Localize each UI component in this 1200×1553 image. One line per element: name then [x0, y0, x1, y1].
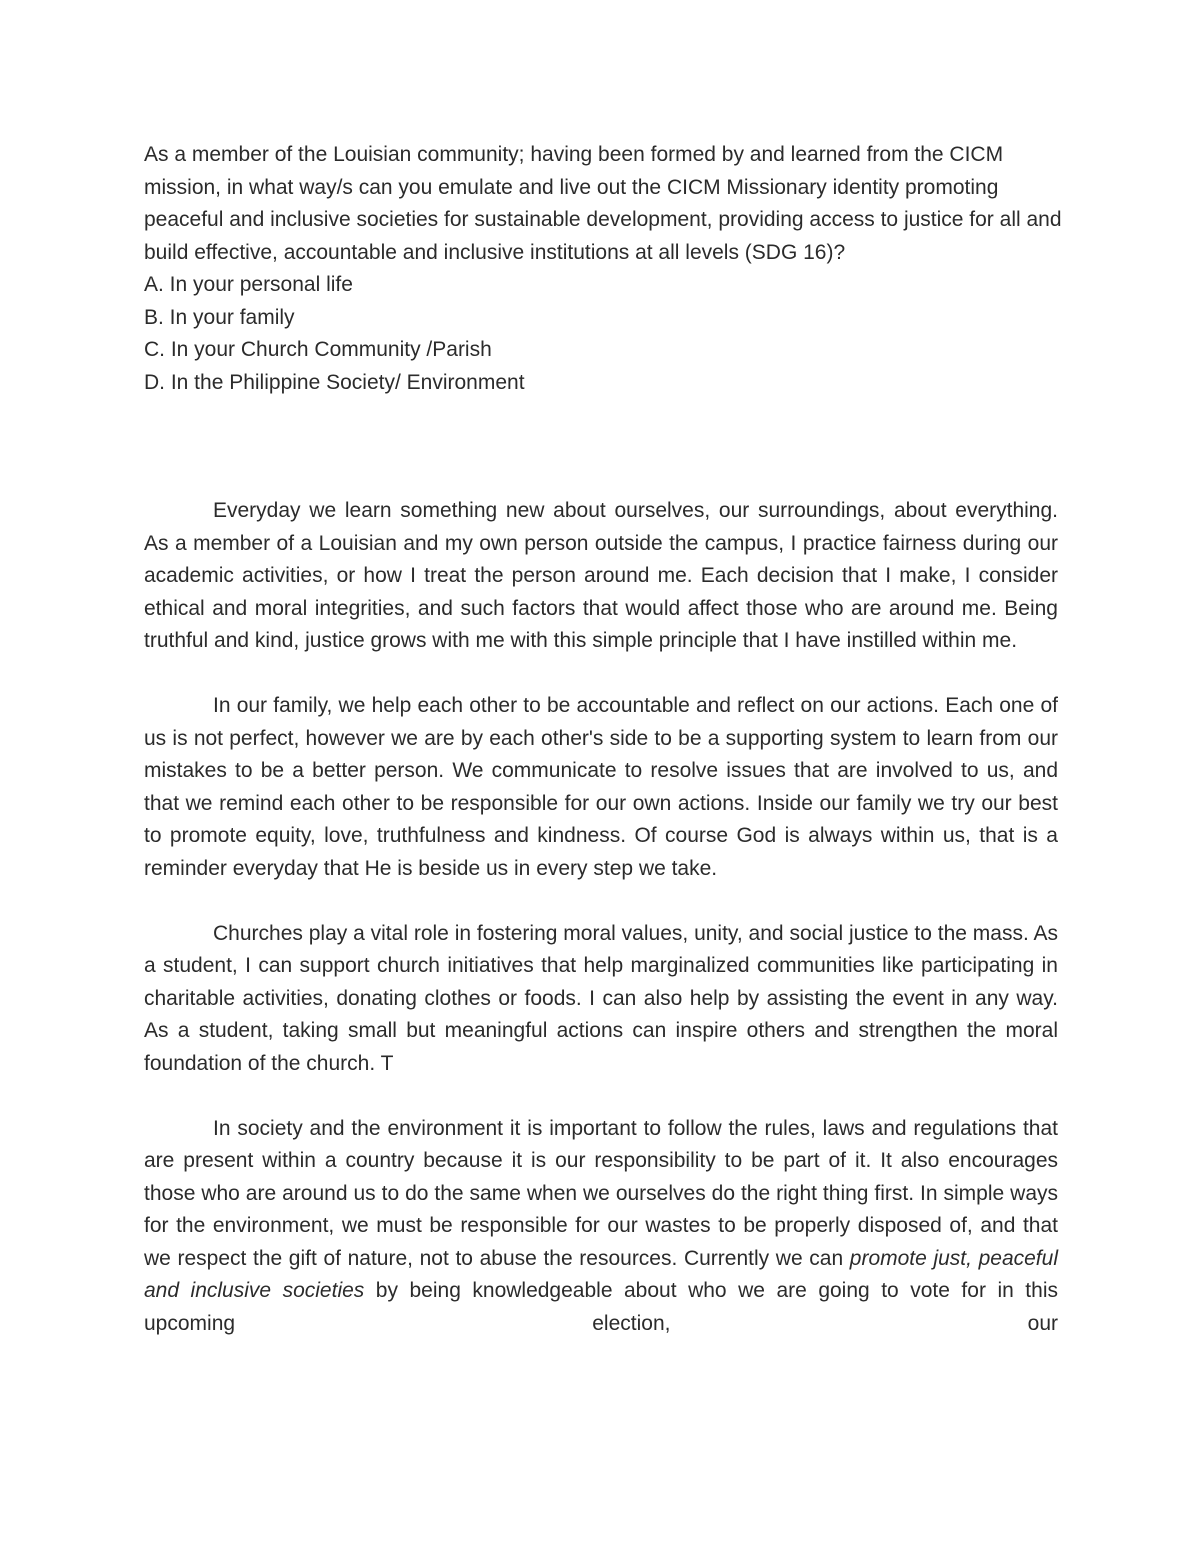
option-d: D. In the Philippine Society/ Environment — [144, 370, 525, 394]
question-block — [144, 139, 1064, 399]
paragraph-society-environment — [144, 1113, 1058, 1341]
option-c: C. In your Church Community /Parish — [144, 338, 492, 361]
question-prompt: As a member of the Louisian community; having been formed by and learned from the CICM mission, in what way/s can you emulate and live out the CICM Missionary identity promoting peaceful and inclusive societies for sustainable development, providing access to justice for all and build effective, accountable and inclusive institutions at all levels (SDG 16)? — [144, 143, 1062, 264]
paragraph-family: In our family, we help each other to be accountable and reflect on our actions. Each one of us is not perfect, however we are by each other's side to be a supporting system to learn from our mistakes to be a better person. We communicate to resolve issues that are involved to us, and that we remind each other to be responsible for our own actions. Inside our family we try our best to promote equity, love, truthfulness and kindness. Of course God is always within us, that is a reminder everyday that He is beside us in every step we take. — [144, 694, 1058, 880]
option-a: A. In your personal life — [144, 273, 353, 296]
question-options — [144, 269, 1064, 399]
essay-body — [144, 495, 1058, 1373]
paragraph-personal-life: Everyday we learn something new about ourselves, our surroundings, about everything. As a member of a Louisian and my own person outside the campus, I practice fairness during our academic activities, or how I treat the person around me. Each decision that I make, I consider ethical and moral integrities, and such factors that would affect those who are around me. Being truthful and kind, justice grows with me with this simple principle that I have instilled within me. — [144, 499, 1058, 652]
paragraph-society-text-end: by being knowledgeable about who we are going to vote for in this upcoming election, our — [144, 1279, 1058, 1335]
paragraph-church: Churches play a vital role in fostering moral values, unity, and social justice to the mass. As a student, I can support church initiatives that help marginalized communities like participating in charitable activities, donating clothes or foods. I can also help by assisting the event in any way. As a student, taking small but meaningful actions can inspire others and strengthen the moral foundation of the church. T — [144, 921, 1058, 1075]
paragraph-society-text-start: In society and the environment it is important to follow the rules, laws and regulations that are present within a country because it is our responsibility to be part of it. It also encourages those who are around us to do the same when we ourselves do the right thing first. In simple ways for the environment, we must be responsible for our wastes to be properly disposed of, and that we respect the gift of nature, not to abuse the resources. Currently we can — [144, 1116, 1058, 1270]
option-b: B. In your family — [144, 305, 295, 329]
paragraph-society-emphasis: promote just, peaceful and inclusive societies — [144, 1246, 1058, 1302]
